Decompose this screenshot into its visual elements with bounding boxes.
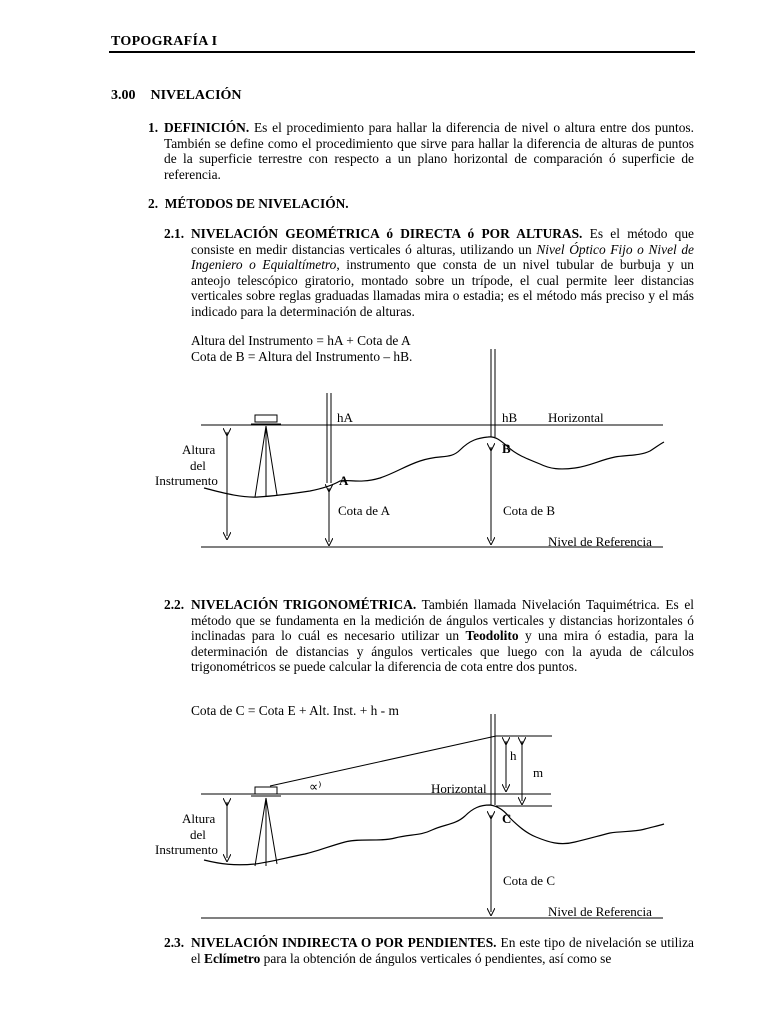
definition-text: Es el procedimiento para hallar la diferencia de nivel o altura entre dos puntos. También se define como el procedimiento que sirve para hallar la diferencia de alturas de puntos de la superficie terrestre con respecto a un plano horizontal de comparación ó superficie de referencia. — [164, 120, 694, 182]
fig2-label-del: del — [190, 827, 206, 842]
fig1-label-altura: Altura — [182, 442, 216, 457]
m22-bold: Teodolito — [465, 628, 519, 644]
m22-text-b: y una mira ó estadia, para la determinación de distancias y ángulos verticales que luego con la ayuda de cálculos trigonométricos se puede calcular la diferencia de cota entre dos puntos. — [191, 628, 694, 675]
m23-title: NIVELACIÓN INDIRECTA O POR PENDIENTES. — [191, 935, 497, 950]
fig1-point-b: B — [502, 441, 511, 456]
m21-text-b: , instrumento que consta de un nivel tubular de burbuja y un anteojo telescópico giratorio, montado sobre un trípode, el cual permite leer distancias verticales sobre reglas graduadas llamadas mira o estadia; es el método más preciso y el más indicado para la determinación de alturas. — [191, 257, 694, 319]
fig2-label-alpha: ∝⁾ — [309, 779, 322, 794]
m22-title: NIVELACIÓN TRIGONOMÉTRICA. — [191, 597, 417, 612]
m21-number: 2.1. — [164, 226, 185, 241]
fig2-point-c: C — [502, 811, 512, 826]
page-header-title: TOPOGRAFÍA I — [111, 34, 218, 49]
fig1-label-horizontal: Horizontal — [548, 410, 604, 425]
fig2-tripod-leg — [255, 798, 266, 866]
methods-number: 2. — [148, 196, 159, 211]
fig2-label-nivel: Nivel de Referencia — [548, 904, 652, 919]
methods-title: MÉTODOS DE NIVELACIÓN. — [164, 196, 349, 211]
fig2-instrument-body — [255, 787, 277, 794]
fig1-label-instrumento: Instrumento — [155, 473, 218, 488]
fig2-sight-line — [270, 736, 496, 786]
fig1-label-cota-b: Cota de B — [503, 503, 555, 518]
fig1-label-cota-a: Cota de A — [338, 503, 390, 518]
m22-formula: Cota de C = Cota E + Alt. Inst. + h - m — [191, 703, 399, 718]
definition-number: 1. — [148, 120, 159, 135]
fig1-label-del: del — [190, 458, 206, 473]
fig1-tripod-leg — [255, 426, 266, 497]
fig1-point-a: A — [339, 473, 349, 488]
m23-number: 2.3. — [164, 935, 185, 950]
m21-formula-2: Cota de B = Altura del Instrumento – hB. — [191, 349, 413, 364]
fig2-label-altura: Altura — [182, 811, 216, 826]
definition-title: DEFINICIÓN. — [164, 120, 250, 135]
section-title: NIVELACIÓN — [150, 88, 242, 103]
m23-bold: Eclímetro — [204, 950, 261, 966]
fig2-label-instrumento: Instrumento — [155, 842, 218, 857]
fig1-instrument-body — [255, 415, 277, 422]
fig2-tripod-leg — [266, 798, 277, 864]
m22-paragraph — [191, 597, 694, 675]
fig1-label-nivel: Nivel de Referencia — [548, 534, 652, 549]
fig2-label-h: h — [510, 748, 517, 763]
m23-paragraph — [191, 935, 694, 966]
fig2-terrain — [204, 805, 664, 865]
m21-title: NIVELACIÓN GEOMÉTRICA ó DIRECTA ó POR ALTURAS. — [191, 226, 583, 241]
m21-italic: Nivel Óptico Fijo o Nivel de Ingeniero o Equialtímetro — [191, 241, 695, 273]
section-number: 3.00 — [111, 88, 136, 103]
fig1-label-hb: hB — [502, 410, 518, 425]
m23-text-b: para la obtención de ángulos verticales ó pendientes, así como se — [263, 950, 612, 966]
fig1-label-ha: hA — [337, 410, 353, 425]
m23-text-a: En este tipo de nivelación se utiliza el — [191, 935, 694, 966]
m22-text-a: También llamada Nivelación Taquimétrica. Es el método que se fundamenta en la medición de ángulos verticales y distancias horizontales ó inclinadas para lo cuál es necesario utilizar un — [191, 597, 694, 644]
fig1-tripod-leg — [266, 426, 277, 495]
fig2-label-m: m — [533, 765, 544, 780]
m22-number: 2.2. — [164, 597, 185, 612]
fig2-label-cota-c: Cota de C — [503, 873, 555, 888]
m21-text-a: Es el método que consiste en medir distancias verticales ó alturas, utilizando un — [191, 226, 694, 257]
fig2-label-horizontal: Horizontal — [431, 781, 487, 796]
m21-formula-1: Altura del Instrumento = hA + Cota de A — [191, 333, 411, 348]
